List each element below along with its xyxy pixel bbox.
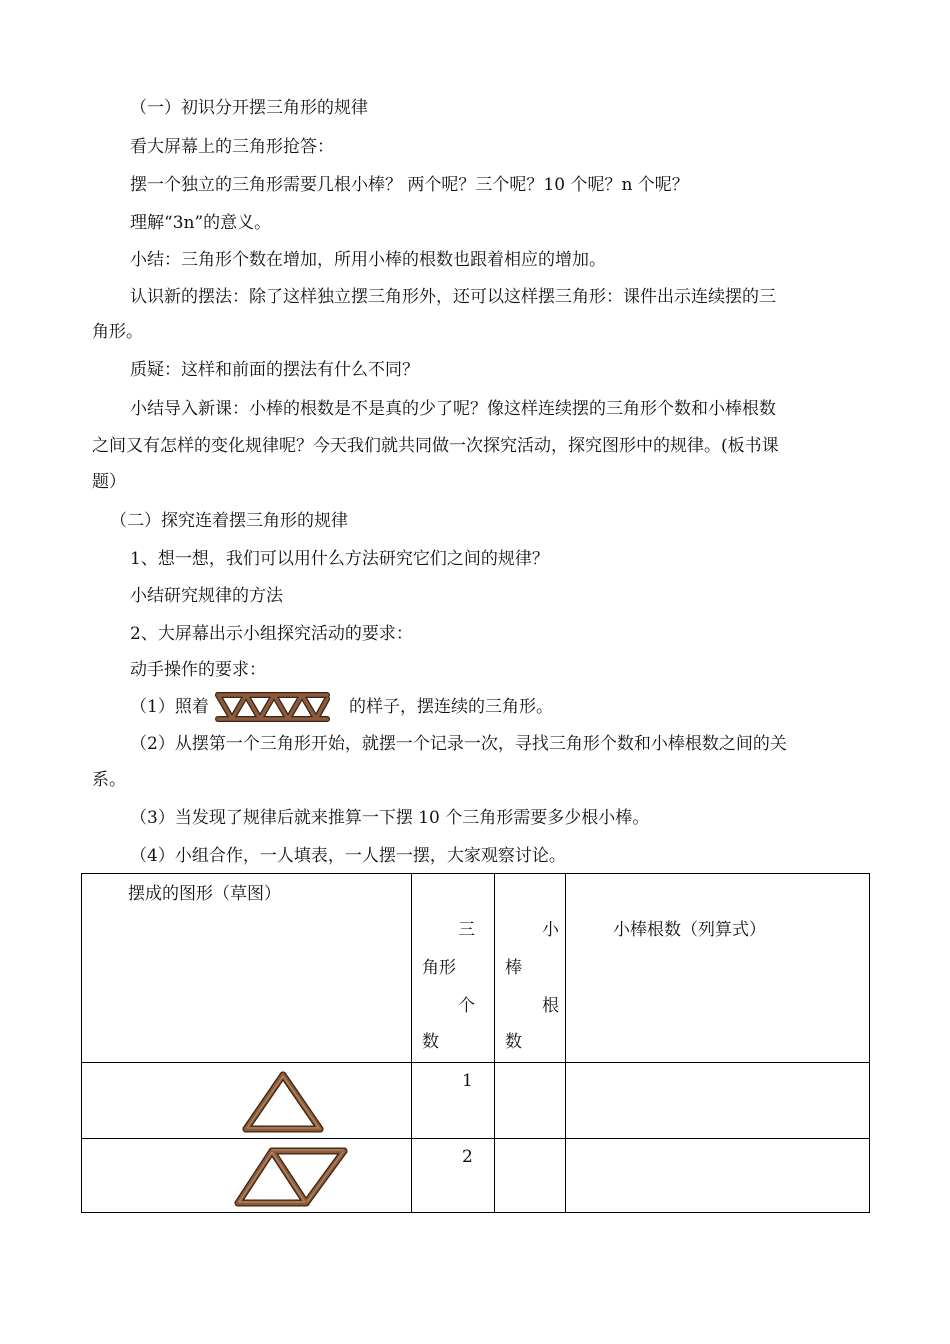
header-shape-cell xyxy=(82,874,412,1063)
header-sticks-char: 小 xyxy=(542,920,559,940)
count-value: 1 xyxy=(462,1071,473,1091)
count-cell xyxy=(412,1139,495,1213)
paragraph: （2）从摆第一个三角形开始，就摆一个记录一次，寻找三角形个数和小棒根数之间的关 xyxy=(130,734,787,754)
header-sticks-char: 根 xyxy=(542,996,559,1016)
sticks-cell[interactable] xyxy=(495,1063,566,1139)
paragraph: 质疑：这样和前面的摆法有什么不同？ xyxy=(130,360,419,380)
header-formula-label: 小棒根数（列算式） xyxy=(613,920,766,940)
shape-sketch-cell xyxy=(82,1063,412,1139)
header-sticks-char: 数 xyxy=(505,1032,522,1052)
sticks-cell[interactable] xyxy=(495,1139,566,1213)
paragraph: 摆一个独立的三角形需要几根小棒？ 两个呢？三个呢？10 个呢？n 个呢？ xyxy=(130,175,689,195)
paragraph: 理解“3n”的意义。 xyxy=(130,213,272,233)
requirement-1-prefix: （1）照着 xyxy=(130,697,209,717)
paragraph: 题） xyxy=(92,472,126,492)
paragraph: 动手操作的要求： xyxy=(130,660,266,680)
paragraph: 小结研究规律的方法 xyxy=(130,586,283,606)
table-row xyxy=(82,1139,870,1213)
header-sticks-cell xyxy=(495,874,566,1063)
header-formula-cell xyxy=(566,874,870,1063)
paragraph: 2、大屏幕出示小组探究活动的要求： xyxy=(130,624,413,644)
paragraph: （3）当发现了规律后就来推算一下摆 10 个三角形需要多少根小棒。 xyxy=(130,808,650,828)
formula-cell[interactable] xyxy=(566,1063,870,1139)
header-count-char: 数 xyxy=(422,1032,439,1052)
requirement-1-suffix: 的样子，摆连续的三角形。 xyxy=(349,697,553,717)
paragraph: 角形。 xyxy=(92,322,143,342)
two-triangles-sticks-image xyxy=(232,1144,352,1208)
table-header-row xyxy=(82,874,870,1063)
section1-title: （一）初识分开摆三角形的规律 xyxy=(130,98,368,118)
header-count-char: 角形 xyxy=(422,958,456,978)
section2-title: （二）探究连着摆三角形的规律 xyxy=(110,511,348,531)
header-count-char: 个 xyxy=(458,996,475,1016)
paragraph: 看大屏幕上的三角形抢答： xyxy=(130,137,334,157)
paragraph: 系。 xyxy=(92,770,126,790)
single-triangle-sticks-image xyxy=(240,1070,326,1134)
formula-cell[interactable] xyxy=(566,1139,870,1213)
paragraph: 小结：三角形个数在增加，所用小棒的根数也跟着相应的增加。 xyxy=(130,250,606,270)
paragraph: 之间又有怎样的变化规律呢？今天我们就共同做一次探究活动，探究图形中的规律。(板书课 xyxy=(92,436,779,456)
shape-sketch-cell xyxy=(82,1139,412,1213)
count-cell xyxy=(412,1063,495,1139)
count-value: 2 xyxy=(462,1147,473,1167)
connected-triangles-sticks-image xyxy=(215,691,331,723)
header-sticks-char: 棒 xyxy=(505,958,522,978)
record-table xyxy=(81,873,870,1213)
header-shape-label: 摆成的图形（草图） xyxy=(128,884,281,904)
paragraph: 认识新的摆法：除了这样独立摆三角形外，还可以这样摆三角形：课件出示连续摆的三 xyxy=(130,287,776,307)
paragraph: 小结导入新课：小棒的根数是不是真的少了呢？像这样连续摆的三角形个数和小棒根数 xyxy=(130,399,776,419)
header-count-cell xyxy=(412,874,495,1063)
paragraph: （4）小组合作，一人填表，一人摆一摆，大家观察讨论。 xyxy=(130,846,566,866)
header-count-char: 三 xyxy=(458,920,475,940)
table-row xyxy=(82,1063,870,1139)
paragraph: 1、想一想，我们可以用什么方法研究它们之间的规律？ xyxy=(130,549,549,569)
